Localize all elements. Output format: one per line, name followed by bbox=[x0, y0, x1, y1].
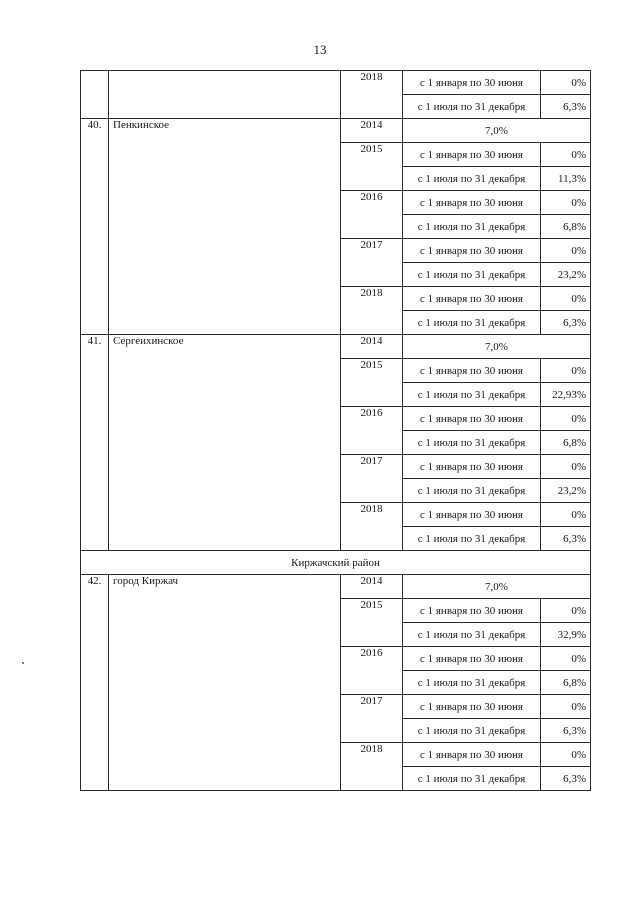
period-cell: с 1 июля по 31 декабря bbox=[403, 263, 541, 287]
period-cell: с 1 июля по 31 декабря bbox=[403, 167, 541, 191]
rate-cell: 0% bbox=[541, 407, 591, 431]
base-rate-cell: 7,0% bbox=[403, 335, 591, 359]
rate-cell: 0% bbox=[541, 599, 591, 623]
rate-cell: 6,8% bbox=[541, 215, 591, 239]
year-cell: 2014 bbox=[341, 119, 403, 143]
period-cell: с 1 июля по 31 декабря bbox=[403, 719, 541, 743]
period-cell: с 1 января по 30 июня bbox=[403, 359, 541, 383]
year-cell: 2018 bbox=[341, 503, 403, 551]
period-cell: с 1 января по 30 июня bbox=[403, 647, 541, 671]
year-cell: 2014 bbox=[341, 335, 403, 359]
rate-cell: 6,3% bbox=[541, 719, 591, 743]
tariff-table-body bbox=[81, 71, 591, 791]
base-rate-cell: 7,0% bbox=[403, 119, 591, 143]
period-cell: с 1 января по 30 июня bbox=[403, 239, 541, 263]
entry-number: 41. bbox=[81, 335, 109, 551]
period-cell: с 1 января по 30 июня bbox=[403, 599, 541, 623]
year-cell: 2017 bbox=[341, 239, 403, 287]
period-cell: с 1 июля по 31 декабря bbox=[403, 431, 541, 455]
period-cell: с 1 июля по 31 декабря bbox=[403, 383, 541, 407]
year-cell: 2017 bbox=[341, 455, 403, 503]
rate-cell: 0% bbox=[541, 743, 591, 767]
entry-number: 40. bbox=[81, 119, 109, 335]
settlement-name: Пенкинское bbox=[109, 119, 341, 335]
tariff-table bbox=[80, 70, 591, 791]
district-header-row bbox=[81, 551, 591, 575]
rate-cell: 23,2% bbox=[541, 263, 591, 287]
settlement-name: Сергеихинское bbox=[109, 335, 341, 551]
entry-number: 42. bbox=[81, 575, 109, 791]
rate-cell: 0% bbox=[541, 455, 591, 479]
table-row bbox=[81, 119, 591, 143]
period-cell: с 1 июля по 31 декабря bbox=[403, 215, 541, 239]
rate-cell: 0% bbox=[541, 71, 591, 95]
year-cell: 2018 bbox=[341, 71, 403, 119]
period-cell: с 1 июля по 31 декабря bbox=[403, 623, 541, 647]
period-cell: с 1 июля по 31 декабря bbox=[403, 479, 541, 503]
rate-cell: 6,8% bbox=[541, 431, 591, 455]
year-cell: 2017 bbox=[341, 695, 403, 743]
rate-cell: 0% bbox=[541, 143, 591, 167]
entry-number-cell bbox=[81, 71, 109, 119]
table-row bbox=[81, 335, 591, 359]
rate-cell: 6,8% bbox=[541, 671, 591, 695]
year-cell: 2014 bbox=[341, 575, 403, 599]
period-cell: с 1 января по 30 июня bbox=[403, 695, 541, 719]
district-header: Киржачский район bbox=[81, 551, 591, 575]
rate-cell: 0% bbox=[541, 239, 591, 263]
rate-cell: 6,3% bbox=[541, 527, 591, 551]
rate-cell: 11,3% bbox=[541, 167, 591, 191]
period-cell: с 1 января по 30 июня bbox=[403, 143, 541, 167]
rate-cell: 6,3% bbox=[541, 95, 591, 119]
rate-cell: 0% bbox=[541, 647, 591, 671]
rate-cell: 0% bbox=[541, 695, 591, 719]
base-rate-cell: 7,0% bbox=[403, 575, 591, 599]
year-cell: 2018 bbox=[341, 743, 403, 791]
period-cell: с 1 июля по 31 декабря bbox=[403, 767, 541, 791]
year-cell: 2016 bbox=[341, 191, 403, 239]
settlement-name: город Киржач bbox=[109, 575, 341, 791]
rate-cell: 6,3% bbox=[541, 767, 591, 791]
period-cell: с 1 июля по 31 декабря bbox=[403, 527, 541, 551]
table-row bbox=[81, 71, 591, 95]
period-cell: с 1 июля по 31 декабря bbox=[403, 95, 541, 119]
year-cell: 2015 bbox=[341, 143, 403, 191]
table-row bbox=[81, 575, 591, 599]
period-cell: с 1 января по 30 июня bbox=[403, 407, 541, 431]
year-cell: 2016 bbox=[341, 407, 403, 455]
rate-cell: 6,3% bbox=[541, 311, 591, 335]
year-cell: 2015 bbox=[341, 599, 403, 647]
year-cell: 2015 bbox=[341, 359, 403, 407]
period-cell: с 1 января по 30 июня bbox=[403, 191, 541, 215]
scan-speck bbox=[22, 662, 24, 664]
period-cell: с 1 июля по 31 декабря bbox=[403, 311, 541, 335]
rate-cell: 0% bbox=[541, 287, 591, 311]
rate-cell: 32,9% bbox=[541, 623, 591, 647]
year-cell: 2016 bbox=[341, 647, 403, 695]
period-cell: с 1 января по 30 июня bbox=[403, 71, 541, 95]
page-number: 13 bbox=[313, 42, 327, 57]
rate-cell: 23,2% bbox=[541, 479, 591, 503]
rate-cell: 0% bbox=[541, 503, 591, 527]
settlement-name-cell bbox=[109, 71, 341, 119]
year-cell: 2018 bbox=[341, 287, 403, 335]
rate-cell: 0% bbox=[541, 359, 591, 383]
period-cell: с 1 июля по 31 декабря bbox=[403, 671, 541, 695]
period-cell: с 1 января по 30 июня bbox=[403, 287, 541, 311]
period-cell: с 1 января по 30 июня bbox=[403, 455, 541, 479]
period-cell: с 1 января по 30 июня bbox=[403, 743, 541, 767]
period-cell: с 1 января по 30 июня bbox=[403, 503, 541, 527]
rate-cell: 0% bbox=[541, 191, 591, 215]
rate-cell: 22,93% bbox=[541, 383, 591, 407]
